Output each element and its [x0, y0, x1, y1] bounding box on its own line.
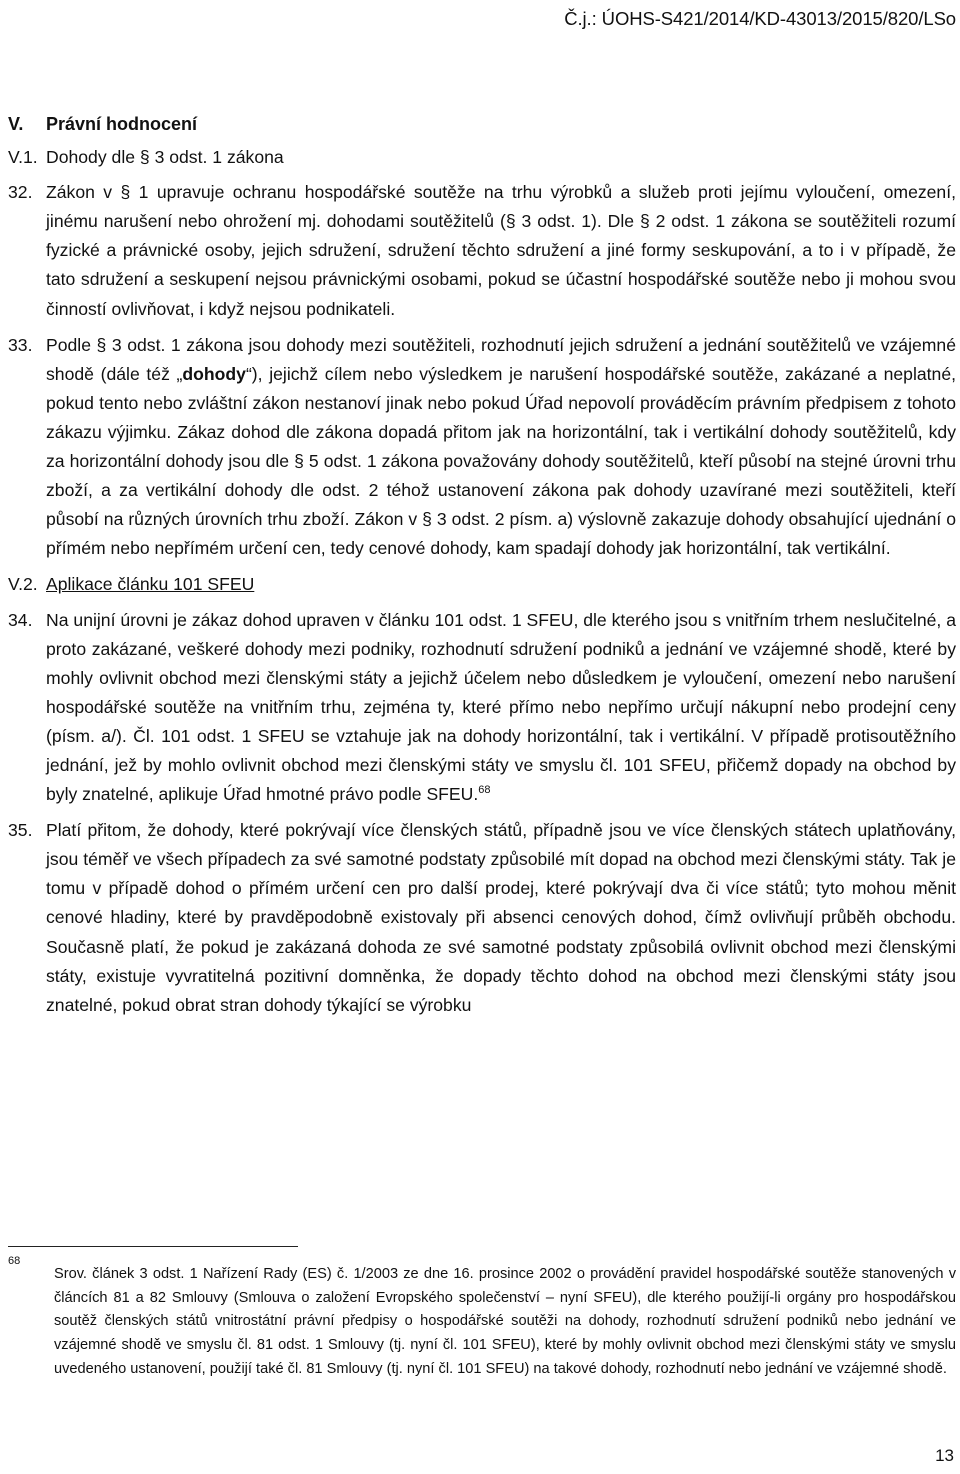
paragraph-text-part: Na unijní úrovni je zákaz dohod upraven v článku 101 odst. 1 SFEU, dle kterého jsou s vnitřním trhem neslučitelné, a proto zakázané, veškeré dohody mezi podniky, rozhodnutí sdružení podniků a jednání ve vzájemné shodě, které by mohly ovlivnit obchod mezi členskými státy a jejichž účelem nebo důsledkem je vyloučení, omezení nebo narušení hospodářské soutěže na vnitřním trhu, zejména ty, které přímo nebo nepřímo určují nákupní nebo prodejní ceny (písm. a/). Čl. 101 odst. 1 SFEU se vztahuje jak na dohody horizontální, tak i vertikální. V případě protisoutěžního jednání, jež by mohlo ovlivnit obchod mezi členskými státy ve smyslu čl. 101 SFEU, přičemž dopady na obchod by byly znatelné, aplikuje Úřad hmotné právo podle SFEU. [46, 609, 956, 805]
defined-term: dohody [182, 363, 246, 384]
paragraph-34 [8, 606, 956, 810]
paragraph-text-part: Podle § 3 odst. 1 zákona jsou dohody mezi soutěžiteli, rozhodnutí jejich sdružení a jednání soutěžitelů ve vzájemné shodě (dále též „ [46, 334, 956, 384]
paragraph-number: 34. [8, 609, 33, 630]
subsection-heading-1 [8, 143, 956, 172]
footnote-number: 68 [8, 1255, 21, 1267]
page-number: 13 [935, 1446, 954, 1465]
paragraph-text-part: “), jejichž cílem nebo výsledkem je narušení hospodářské soutěže, zakázané a neplatné, pokud tento nebo zvláštní zákon nestanoví jinak nebo pokud Úřad nepovolí prováděcím právním předpisem z tohoto zákazu výjimku. Zákaz dohod dle zákona dopadá přitom jak na horizontální, tak i vertikální dohody soutěžitelů, kdy za horizontální dohody jsou dle § 5 odst. 1 zákona považovány dohody soutěžitelů, kteří působí na stejné úrovni trhu zboží, a za vertikální dohody dle odst. 2 téhož ustanovení zákona pak dohody uzavírané mezi soutěžiteli, kteří působí na různých úrovních trhu zboží. Zákon v § 3 odst. 2 písm. a) výslovně zakazuje dohody obsahující ujednání o přímém nebo nepřímém určení cen, tedy cenové dohody, kam spadají dohody jak horizontální, tak vertikální. [46, 363, 956, 559]
paragraph-text: Zákon v § 1 upravuje ochranu hospodářské soutěže na trhu výrobků a služeb proti jejímu vyloučení, omezení, jinému narušení nebo ohrožení mj. dohodami soutěžitelů (§ 3 odst. 1). Dle § 2 odst. 1 zákona se soutěžiteli rozumí fyzické a právnické osoby, jejich sdružení, sdružení těchto sdružení a jiné formy seskupování, a to i v případě, že tato sdružení a seskupení nejsou právnickými osobami, pokud se účastní hospodářské soutěže nebo ji mohou svou činností ovlivňovat, i když nejsou podnikateli. [46, 182, 956, 319]
footnotes-area [8, 1246, 956, 1382]
footnote-text: Srov. článek 3 odst. 1 Nařízení Rady (ES) č. 1/2003 ze dne 16. prosince 2002 o provádění pravidel hospodářské soutěže stanovených v článcích 81 a 82 Smlouvy (Smlouva o založení Evropského společenství – nyní SFEU), dle kterého použijí-li orgány pro hospodářskou soutěž členských států vnitrostátní právní předpisy o hospodářské soutěži na dohody, rozhodnutí sdružení podniků nebo jednání ve vzájemné shodě ve smyslu čl. 81 odst. 1 Smlouvy (tj. nyní čl. 101 SFEU), které by mohly ovlivnit obchod mezi členskými státy ve smyslu uvedeného ustanovení, použijí také čl. 81 Smlouvy (tj. nyní čl. 101 SFEU) na takové dohody, rozhodnutí nebo jednání ve vzájemné shodě. [54, 1266, 956, 1377]
paragraph-number: 33. [8, 334, 33, 355]
section-number: V. [8, 114, 24, 134]
paragraph-32 [8, 178, 956, 323]
section-title: Právní hodnocení [46, 114, 198, 134]
paragraph-35 [8, 816, 956, 1020]
subsection-number: V.1. [8, 147, 38, 168]
paragraph-text: Platí přitom, že dohody, které pokrývají více členských států, případně jsou ve více členských státech uplatňovány, jsou téměř ve všech případech za své samotné podstaty způsobilé mít dopad na obchod mezi členskými státy. Tak je tomu v případě dohod o přímém určení cen pro další prodej, které pokrývají dva či více států; tyto mohou měnit cenové hladiny, které by pravděpodobně existovaly při absenci cenových dohod, čímž ovlivňují průběh obchodu. Současně platí, že pokud je zakázaná dohoda ze své samotné podstaty způsobilá ovlivnit obchod mezi členskými státy, existuje vyvratitelná pozitivní domněnka, že dopady těchto dohod na obchod mezi členskými státy jsou znatelné, pokud obrat stran dohody týkající se výrobku [46, 820, 956, 1015]
footnote [8, 1255, 956, 1382]
paragraph-text [46, 331, 956, 564]
section-heading [8, 110, 956, 139]
subsection-title: Dohody dle § 3 odst. 1 zákona [46, 147, 284, 168]
subsection-title: Aplikace článku 101 SFEU [46, 574, 255, 595]
subsection-number: V.2. [8, 574, 38, 595]
paragraph-number: 32. [8, 182, 33, 203]
paragraph-33 [8, 331, 956, 564]
case-reference-header: Č.j.: ÚOHS-S421/2014/KD-43013/2015/820/LSo [564, 8, 956, 29]
paragraph-text [46, 606, 956, 810]
subsection-heading-2 [8, 570, 956, 599]
footnote-reference[interactable]: 68 [478, 784, 491, 797]
paragraph-number: 35. [8, 820, 33, 841]
main-content [8, 110, 956, 1027]
footnote-separator [8, 1246, 298, 1247]
